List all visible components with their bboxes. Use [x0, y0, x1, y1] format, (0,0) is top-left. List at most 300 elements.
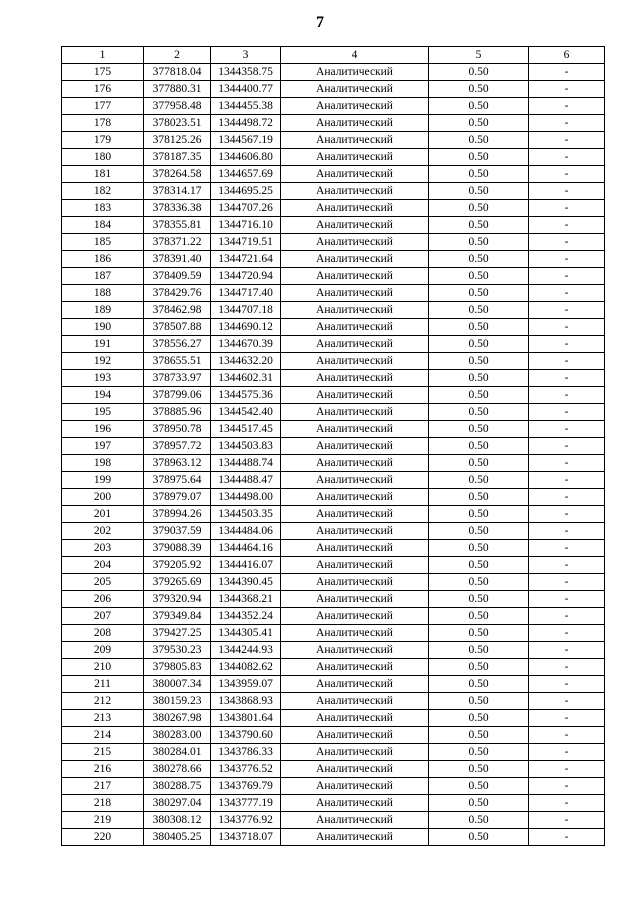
- accuracy-cell: 0.50: [429, 506, 529, 523]
- method-cell: Аналитический: [281, 489, 429, 506]
- note-cell: -: [529, 421, 605, 438]
- note-cell: -: [529, 387, 605, 404]
- point-number-cell: 204: [62, 557, 144, 574]
- y-coordinate-cell: 1344455.38: [211, 98, 281, 115]
- table-row: [62, 642, 605, 659]
- accuracy-cell: 0.50: [429, 591, 529, 608]
- x-coordinate-cell: 379088.39: [144, 540, 211, 557]
- x-coordinate-cell: 378371.22: [144, 234, 211, 251]
- y-coordinate-cell: 1344484.06: [211, 523, 281, 540]
- accuracy-cell: 0.50: [429, 625, 529, 642]
- y-coordinate-cell: 1344082.62: [211, 659, 281, 676]
- method-cell: Аналитический: [281, 81, 429, 98]
- method-cell: Аналитический: [281, 370, 429, 387]
- point-number-cell: 202: [62, 523, 144, 540]
- table-row: [62, 710, 605, 727]
- y-coordinate-cell: 1344244.93: [211, 642, 281, 659]
- x-coordinate-cell: 378799.06: [144, 387, 211, 404]
- point-number-cell: 206: [62, 591, 144, 608]
- x-coordinate-cell: 378655.51: [144, 353, 211, 370]
- table-row: [62, 574, 605, 591]
- note-cell: -: [529, 710, 605, 727]
- x-coordinate-cell: 380007.34: [144, 676, 211, 693]
- method-cell: Аналитический: [281, 761, 429, 778]
- method-cell: Аналитический: [281, 217, 429, 234]
- method-cell: Аналитический: [281, 98, 429, 115]
- accuracy-cell: 0.50: [429, 659, 529, 676]
- x-coordinate-cell: 378994.26: [144, 506, 211, 523]
- method-cell: Аналитический: [281, 829, 429, 846]
- method-cell: Аналитический: [281, 319, 429, 336]
- accuracy-cell: 0.50: [429, 64, 529, 81]
- table-row: [62, 608, 605, 625]
- x-coordinate-cell: 377958.48: [144, 98, 211, 115]
- method-cell: Аналитический: [281, 132, 429, 149]
- accuracy-cell: 0.50: [429, 574, 529, 591]
- x-coordinate-cell: 380308.12: [144, 812, 211, 829]
- method-cell: Аналитический: [281, 421, 429, 438]
- y-coordinate-cell: 1343776.52: [211, 761, 281, 778]
- method-cell: Аналитический: [281, 795, 429, 812]
- y-coordinate-cell: 1344542.40: [211, 404, 281, 421]
- point-number-cell: 180: [62, 149, 144, 166]
- x-coordinate-cell: 378264.58: [144, 166, 211, 183]
- note-cell: -: [529, 574, 605, 591]
- table-row: [62, 676, 605, 693]
- x-coordinate-cell: 378314.17: [144, 183, 211, 200]
- accuracy-cell: 0.50: [429, 472, 529, 489]
- table-row: [62, 166, 605, 183]
- accuracy-cell: 0.50: [429, 489, 529, 506]
- x-coordinate-cell: 378957.72: [144, 438, 211, 455]
- accuracy-cell: 0.50: [429, 523, 529, 540]
- point-number-cell: 201: [62, 506, 144, 523]
- point-number-cell: 211: [62, 676, 144, 693]
- y-coordinate-cell: 1344390.45: [211, 574, 281, 591]
- method-cell: Аналитический: [281, 285, 429, 302]
- point-number-cell: 207: [62, 608, 144, 625]
- y-coordinate-cell: 1344690.12: [211, 319, 281, 336]
- x-coordinate-cell: 378409.59: [144, 268, 211, 285]
- method-cell: Аналитический: [281, 183, 429, 200]
- method-cell: Аналитический: [281, 693, 429, 710]
- point-number-cell: 213: [62, 710, 144, 727]
- point-number-cell: 194: [62, 387, 144, 404]
- method-cell: Аналитический: [281, 404, 429, 421]
- accuracy-cell: 0.50: [429, 319, 529, 336]
- accuracy-cell: 0.50: [429, 404, 529, 421]
- y-coordinate-cell: 1344721.64: [211, 251, 281, 268]
- y-coordinate-cell: 1343769.79: [211, 778, 281, 795]
- point-number-cell: 217: [62, 778, 144, 795]
- table-row: [62, 693, 605, 710]
- table-row: [62, 234, 605, 251]
- x-coordinate-cell: 378556.27: [144, 336, 211, 353]
- note-cell: -: [529, 438, 605, 455]
- note-cell: -: [529, 166, 605, 183]
- y-coordinate-cell: 1344358.75: [211, 64, 281, 81]
- table-row: [62, 200, 605, 217]
- accuracy-cell: 0.50: [429, 251, 529, 268]
- table-row: [62, 727, 605, 744]
- x-coordinate-cell: 378462.98: [144, 302, 211, 319]
- note-cell: -: [529, 744, 605, 761]
- y-coordinate-cell: 1344720.94: [211, 268, 281, 285]
- accuracy-cell: 0.50: [429, 353, 529, 370]
- accuracy-cell: 0.50: [429, 795, 529, 812]
- y-coordinate-cell: 1343786.33: [211, 744, 281, 761]
- y-coordinate-cell: 1343790.60: [211, 727, 281, 744]
- note-cell: -: [529, 200, 605, 217]
- table-row: [62, 387, 605, 404]
- note-cell: -: [529, 591, 605, 608]
- method-cell: Аналитический: [281, 523, 429, 540]
- column-header: 3: [211, 47, 281, 64]
- method-cell: Аналитический: [281, 200, 429, 217]
- accuracy-cell: 0.50: [429, 642, 529, 659]
- x-coordinate-cell: 378336.38: [144, 200, 211, 217]
- x-coordinate-cell: 378979.07: [144, 489, 211, 506]
- column-header: 4: [281, 47, 429, 64]
- point-number-cell: 209: [62, 642, 144, 659]
- note-cell: -: [529, 472, 605, 489]
- x-coordinate-cell: 377818.04: [144, 64, 211, 81]
- point-number-cell: 216: [62, 761, 144, 778]
- note-cell: -: [529, 319, 605, 336]
- y-coordinate-cell: 1343959.07: [211, 676, 281, 693]
- x-coordinate-cell: 378355.81: [144, 217, 211, 234]
- method-cell: Аналитический: [281, 268, 429, 285]
- note-cell: -: [529, 778, 605, 795]
- x-coordinate-cell: 378023.51: [144, 115, 211, 132]
- y-coordinate-cell: 1344717.40: [211, 285, 281, 302]
- y-coordinate-cell: 1344632.20: [211, 353, 281, 370]
- method-cell: Аналитический: [281, 302, 429, 319]
- table-row: [62, 183, 605, 200]
- method-cell: Аналитический: [281, 387, 429, 404]
- method-cell: Аналитический: [281, 234, 429, 251]
- y-coordinate-cell: 1344602.31: [211, 370, 281, 387]
- point-number-cell: 220: [62, 829, 144, 846]
- accuracy-cell: 0.50: [429, 200, 529, 217]
- point-number-cell: 199: [62, 472, 144, 489]
- y-coordinate-cell: 1344305.41: [211, 625, 281, 642]
- table-row: [62, 268, 605, 285]
- accuracy-cell: 0.50: [429, 676, 529, 693]
- note-cell: -: [529, 693, 605, 710]
- x-coordinate-cell: 378429.76: [144, 285, 211, 302]
- accuracy-cell: 0.50: [429, 438, 529, 455]
- y-coordinate-cell: 1344719.51: [211, 234, 281, 251]
- table-row: [62, 132, 605, 149]
- table-row: [62, 370, 605, 387]
- y-coordinate-cell: 1344503.83: [211, 438, 281, 455]
- table-row: [62, 523, 605, 540]
- table-row: [62, 812, 605, 829]
- x-coordinate-cell: 380405.25: [144, 829, 211, 846]
- table-row: [62, 336, 605, 353]
- point-number-cell: 181: [62, 166, 144, 183]
- table-row: [62, 557, 605, 574]
- method-cell: Аналитический: [281, 727, 429, 744]
- x-coordinate-cell: 378950.78: [144, 421, 211, 438]
- note-cell: -: [529, 149, 605, 166]
- y-coordinate-cell: 1344368.21: [211, 591, 281, 608]
- method-cell: Аналитический: [281, 115, 429, 132]
- method-cell: Аналитический: [281, 557, 429, 574]
- table-body: [62, 64, 605, 846]
- method-cell: Аналитический: [281, 608, 429, 625]
- x-coordinate-cell: 378963.12: [144, 455, 211, 472]
- y-coordinate-cell: 1343868.93: [211, 693, 281, 710]
- accuracy-cell: 0.50: [429, 234, 529, 251]
- column-header: 5: [429, 47, 529, 64]
- accuracy-cell: 0.50: [429, 98, 529, 115]
- y-coordinate-cell: 1344503.35: [211, 506, 281, 523]
- accuracy-cell: 0.50: [429, 183, 529, 200]
- method-cell: Аналитический: [281, 710, 429, 727]
- point-number-cell: 189: [62, 302, 144, 319]
- note-cell: -: [529, 217, 605, 234]
- y-coordinate-cell: 1344400.77: [211, 81, 281, 98]
- note-cell: -: [529, 98, 605, 115]
- accuracy-cell: 0.50: [429, 115, 529, 132]
- table-row: [62, 540, 605, 557]
- accuracy-cell: 0.50: [429, 268, 529, 285]
- y-coordinate-cell: 1344517.45: [211, 421, 281, 438]
- point-number-cell: 196: [62, 421, 144, 438]
- y-coordinate-cell: 1344657.69: [211, 166, 281, 183]
- point-number-cell: 212: [62, 693, 144, 710]
- method-cell: Аналитический: [281, 336, 429, 353]
- table-row: [62, 591, 605, 608]
- x-coordinate-cell: 378885.96: [144, 404, 211, 421]
- method-cell: Аналитический: [281, 812, 429, 829]
- y-coordinate-cell: 1344707.18: [211, 302, 281, 319]
- x-coordinate-cell: 379530.23: [144, 642, 211, 659]
- x-coordinate-cell: 380278.66: [144, 761, 211, 778]
- method-cell: Аналитический: [281, 642, 429, 659]
- point-number-cell: 210: [62, 659, 144, 676]
- note-cell: -: [529, 302, 605, 319]
- note-cell: -: [529, 727, 605, 744]
- point-number-cell: 215: [62, 744, 144, 761]
- accuracy-cell: 0.50: [429, 829, 529, 846]
- y-coordinate-cell: 1344488.47: [211, 472, 281, 489]
- x-coordinate-cell: 378125.26: [144, 132, 211, 149]
- y-coordinate-cell: 1344695.25: [211, 183, 281, 200]
- table-row: [62, 659, 605, 676]
- note-cell: -: [529, 132, 605, 149]
- point-number-cell: 188: [62, 285, 144, 302]
- accuracy-cell: 0.50: [429, 217, 529, 234]
- method-cell: Аналитический: [281, 166, 429, 183]
- point-number-cell: 219: [62, 812, 144, 829]
- x-coordinate-cell: 380288.75: [144, 778, 211, 795]
- point-number-cell: 192: [62, 353, 144, 370]
- accuracy-cell: 0.50: [429, 370, 529, 387]
- note-cell: -: [529, 829, 605, 846]
- column-header: 2: [144, 47, 211, 64]
- y-coordinate-cell: 1344567.19: [211, 132, 281, 149]
- note-cell: -: [529, 795, 605, 812]
- y-coordinate-cell: 1344416.07: [211, 557, 281, 574]
- note-cell: -: [529, 523, 605, 540]
- table-header-row: [62, 47, 605, 64]
- note-cell: -: [529, 489, 605, 506]
- accuracy-cell: 0.50: [429, 557, 529, 574]
- x-coordinate-cell: 380297.04: [144, 795, 211, 812]
- note-cell: -: [529, 540, 605, 557]
- point-number-cell: 191: [62, 336, 144, 353]
- point-number-cell: 176: [62, 81, 144, 98]
- accuracy-cell: 0.50: [429, 727, 529, 744]
- y-coordinate-cell: 1343776.92: [211, 812, 281, 829]
- accuracy-cell: 0.50: [429, 302, 529, 319]
- accuracy-cell: 0.50: [429, 81, 529, 98]
- accuracy-cell: 0.50: [429, 693, 529, 710]
- point-number-cell: 195: [62, 404, 144, 421]
- accuracy-cell: 0.50: [429, 455, 529, 472]
- y-coordinate-cell: 1344670.39: [211, 336, 281, 353]
- note-cell: -: [529, 506, 605, 523]
- method-cell: Аналитический: [281, 778, 429, 795]
- accuracy-cell: 0.50: [429, 132, 529, 149]
- point-number-cell: 203: [62, 540, 144, 557]
- method-cell: Аналитический: [281, 455, 429, 472]
- table-row: [62, 761, 605, 778]
- y-coordinate-cell: 1343801.64: [211, 710, 281, 727]
- method-cell: Аналитический: [281, 438, 429, 455]
- column-header: 6: [529, 47, 605, 64]
- table-row: [62, 251, 605, 268]
- x-coordinate-cell: 380159.23: [144, 693, 211, 710]
- note-cell: -: [529, 183, 605, 200]
- point-number-cell: 198: [62, 455, 144, 472]
- method-cell: Аналитический: [281, 506, 429, 523]
- note-cell: -: [529, 625, 605, 642]
- x-coordinate-cell: 379349.84: [144, 608, 211, 625]
- note-cell: -: [529, 608, 605, 625]
- point-number-cell: 197: [62, 438, 144, 455]
- table-row: [62, 81, 605, 98]
- note-cell: -: [529, 370, 605, 387]
- x-coordinate-cell: 379320.94: [144, 591, 211, 608]
- note-cell: -: [529, 404, 605, 421]
- y-coordinate-cell: 1343777.19: [211, 795, 281, 812]
- note-cell: -: [529, 234, 605, 251]
- table-row: [62, 98, 605, 115]
- note-cell: -: [529, 64, 605, 81]
- table-row: [62, 438, 605, 455]
- accuracy-cell: 0.50: [429, 744, 529, 761]
- x-coordinate-cell: 378187.35: [144, 149, 211, 166]
- point-number-cell: 178: [62, 115, 144, 132]
- note-cell: -: [529, 251, 605, 268]
- x-coordinate-cell: 380283.00: [144, 727, 211, 744]
- accuracy-cell: 0.50: [429, 149, 529, 166]
- method-cell: Аналитический: [281, 659, 429, 676]
- accuracy-cell: 0.50: [429, 387, 529, 404]
- table-row: [62, 217, 605, 234]
- table-row: [62, 795, 605, 812]
- table-row: [62, 778, 605, 795]
- accuracy-cell: 0.50: [429, 812, 529, 829]
- accuracy-cell: 0.50: [429, 761, 529, 778]
- method-cell: Аналитический: [281, 251, 429, 268]
- point-number-cell: 214: [62, 727, 144, 744]
- table-row: [62, 421, 605, 438]
- column-header: 1: [62, 47, 144, 64]
- point-number-cell: 186: [62, 251, 144, 268]
- point-number-cell: 193: [62, 370, 144, 387]
- accuracy-cell: 0.50: [429, 608, 529, 625]
- table-row: [62, 472, 605, 489]
- x-coordinate-cell: 379805.83: [144, 659, 211, 676]
- method-cell: Аналитический: [281, 625, 429, 642]
- table-row: [62, 625, 605, 642]
- note-cell: -: [529, 455, 605, 472]
- method-cell: Аналитический: [281, 591, 429, 608]
- method-cell: Аналитический: [281, 149, 429, 166]
- point-number-cell: 182: [62, 183, 144, 200]
- point-number-cell: 185: [62, 234, 144, 251]
- table-row: [62, 455, 605, 472]
- method-cell: Аналитический: [281, 540, 429, 557]
- point-number-cell: 187: [62, 268, 144, 285]
- note-cell: -: [529, 285, 605, 302]
- accuracy-cell: 0.50: [429, 336, 529, 353]
- y-coordinate-cell: 1344352.24: [211, 608, 281, 625]
- table-row: [62, 319, 605, 336]
- coordinates-table: [61, 46, 605, 846]
- table-row: [62, 285, 605, 302]
- point-number-cell: 184: [62, 217, 144, 234]
- x-coordinate-cell: 380284.01: [144, 744, 211, 761]
- x-coordinate-cell: 378975.64: [144, 472, 211, 489]
- point-number-cell: 179: [62, 132, 144, 149]
- point-number-cell: 183: [62, 200, 144, 217]
- accuracy-cell: 0.50: [429, 778, 529, 795]
- table-row: [62, 302, 605, 319]
- x-coordinate-cell: 378507.88: [144, 319, 211, 336]
- accuracy-cell: 0.50: [429, 421, 529, 438]
- x-coordinate-cell: 379427.25: [144, 625, 211, 642]
- point-number-cell: 200: [62, 489, 144, 506]
- y-coordinate-cell: 1344498.00: [211, 489, 281, 506]
- table-row: [62, 829, 605, 846]
- note-cell: -: [529, 268, 605, 285]
- method-cell: Аналитический: [281, 472, 429, 489]
- x-coordinate-cell: 379037.59: [144, 523, 211, 540]
- note-cell: -: [529, 115, 605, 132]
- method-cell: Аналитический: [281, 64, 429, 81]
- note-cell: -: [529, 812, 605, 829]
- point-number-cell: 218: [62, 795, 144, 812]
- point-number-cell: 175: [62, 64, 144, 81]
- point-number-cell: 177: [62, 98, 144, 115]
- x-coordinate-cell: 379265.69: [144, 574, 211, 591]
- note-cell: -: [529, 642, 605, 659]
- point-number-cell: 190: [62, 319, 144, 336]
- y-coordinate-cell: 1344464.16: [211, 540, 281, 557]
- accuracy-cell: 0.50: [429, 166, 529, 183]
- y-coordinate-cell: 1344716.10: [211, 217, 281, 234]
- point-number-cell: 208: [62, 625, 144, 642]
- y-coordinate-cell: 1344498.72: [211, 115, 281, 132]
- x-coordinate-cell: 378733.97: [144, 370, 211, 387]
- table-row: [62, 64, 605, 81]
